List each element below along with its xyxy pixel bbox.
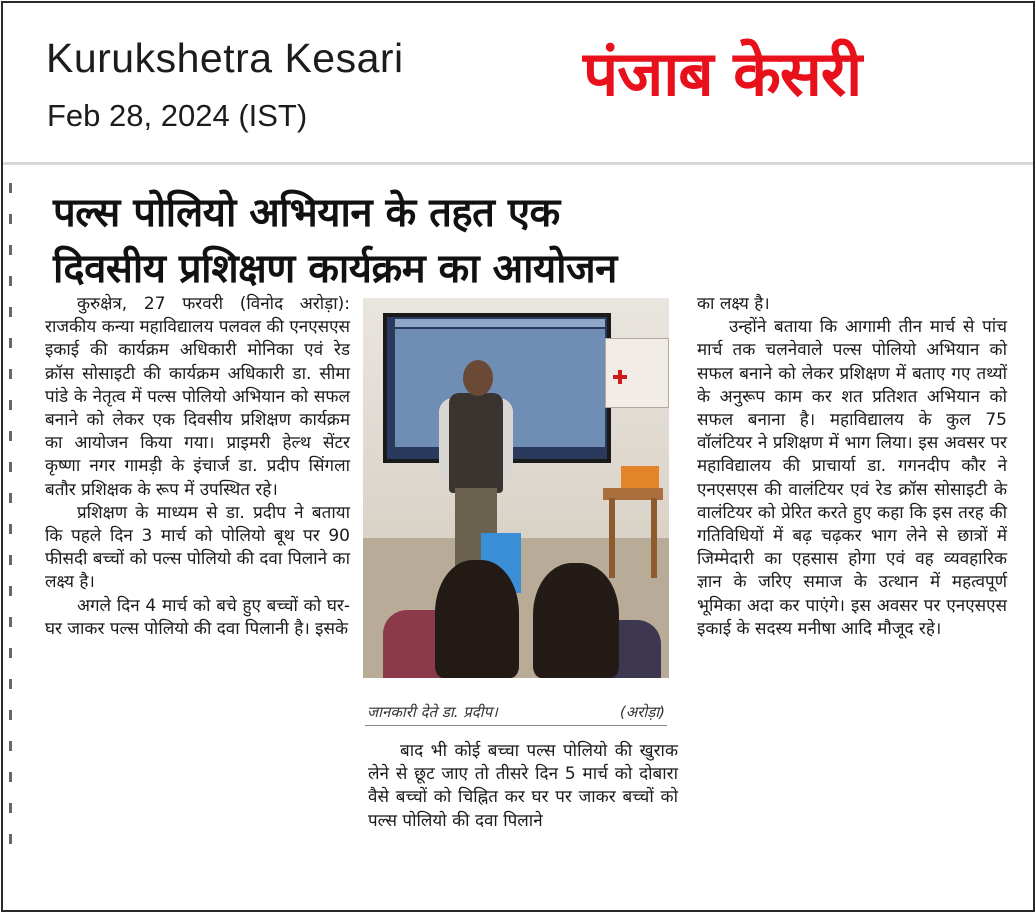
- paragraph: प्रशिक्षण के माध्यम से डा. प्रदीप ने बताया कि पहले दिन 3 मार्च को पोलियो बूथ पर 90 फीसदी बच्चों को पल्स पोलियो की दवा पिलाने का लक्ष्य है।: [45, 502, 350, 593]
- clipping-header: [3, 3, 1033, 163]
- paragraph: उन्होंने बताया कि आगामी तीन मार्च से पांच मार्च तक चलनेवाले पल्स पोलियो अभियान को सफल बनाने को लेकर प्रशिक्षण में बताए गए तथ्यों के अनुरूप काम कर शत प्रतिशत अभियान को सफल बनाना है। महाविद्यालय के कुल 75 वॉलंटियर ने प्रशिक्षण में भाग लिया। इस अवसर पर महाविद्यालय की प्राचार्या डा. गगनदीप कौर ने एनएसएस की वालंटियर एवं रेड क्रॉस सोसाइटी के वालंटियर को प्रेरित करते हुए कहा कि इस तरह की गतिविधियों में बढ़ चढ़कर भाग लेने से छात्रों में जिम्मेदारी का एहसास होगा एवं वह व्यवहारिक ज्ञान के जरिए समाज के उत्थान में महत्वपूर्ण भूमिका अदा कर पाएंगे। इस अवसर पर एनएसएस इकाई के सदस्य मनीषा आदि मौजूद रहे।: [697, 317, 1007, 639]
- paragraph: अगले दिन 4 मार्च को बचे हुए बच्चों को घर-घर जाकर पल्स पोलियो की दवा पिलानी है। इसके: [45, 595, 350, 639]
- paragraph: बाद भी कोई बच्चा पल्स पोलियो की खुराक लेने से छूट जाए तो तीसरे दिन 5 मार्च को दोबारा वैसे बच्चों को चिह्नित कर घर पर जाकर बच्चों को पल्स पोलियो की दवा पिलाने: [368, 741, 678, 831]
- speaker-figure: [449, 393, 503, 493]
- article-column-2: [368, 740, 678, 833]
- news-clipping: [3, 165, 1033, 910]
- paragraph: कुरुक्षेत्र, 27 फरवरी (विनोद अरोड़ा): राजकीय कन्या महाविद्यालय पलवल की एनएसएस इकाई की कार्यक्रम अधिकारी मोनिका एवं रेड क्रॉस सोसाइटी की कार्यक्रम अधिकारी डा. सीमा पांडे के नेतृत्व में पल्स पोलियो अभियान को सफल बनाने को लेकर एक दिवसीय प्रशिक्षण कार्यक्रम का आयोजन किया गया। प्राइमरी हेल्थ सेंटर कृष्णा नगर गामड़ी के इंचार्ज डा. प्रदीप सिंगला बतौर प्रशिक्षक के रूप में उपस्थित रहे।: [45, 294, 350, 500]
- edition-name: Kurukshetra Kesari: [46, 35, 404, 81]
- caption-text: जानकारी देते डा. प्रदीप।: [367, 703, 498, 721]
- article-column-3: [697, 293, 1007, 641]
- article-photo: [363, 298, 669, 678]
- photo-credit: (अरोड़ा): [619, 703, 665, 721]
- article-headline: [53, 185, 1013, 297]
- headline-line-2: दिवसीय प्रशिक्षण कार्यक्रम का आयोजन: [53, 246, 617, 292]
- student-figure: [435, 560, 519, 678]
- orange-box: [621, 466, 659, 488]
- newspaper-logo: पंजाब केसरी: [583, 37, 862, 110]
- photo-caption: [365, 702, 667, 726]
- student-figure: [533, 563, 619, 678]
- paragraph: का लक्ष्य है।: [697, 294, 770, 314]
- red-cross-icon: [613, 370, 627, 384]
- publication-date: Feb 28, 2024 (IST): [47, 98, 308, 133]
- article-column-1: [45, 293, 350, 641]
- headline-line-1: पल्स पोलियो अभियान के तहत एक: [53, 190, 560, 236]
- margin-strip: [3, 183, 21, 883]
